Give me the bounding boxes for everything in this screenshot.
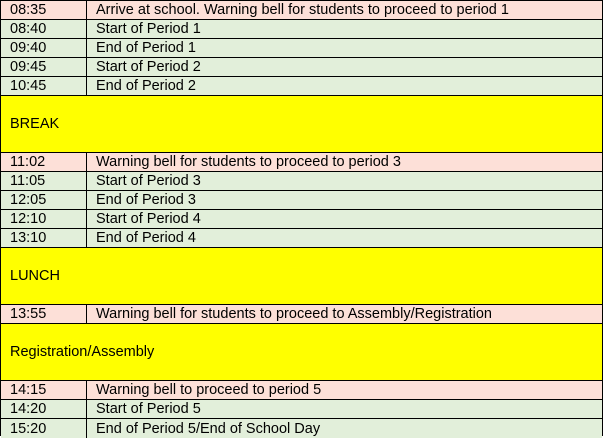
time-cell: 11:05 bbox=[1, 172, 87, 190]
time-cell: 08:35 bbox=[1, 1, 87, 19]
time-cell: 08:40 bbox=[1, 20, 87, 38]
event-cell: Arrive at school. Warning bell for students to proceed to period 1 bbox=[96, 2, 509, 18]
schedule-row bbox=[1, 172, 602, 191]
section-label: BREAK bbox=[10, 116, 60, 132]
registration-section-row bbox=[1, 324, 602, 381]
schedule-row bbox=[1, 77, 602, 96]
event-cell: Start of Period 2 bbox=[96, 59, 201, 75]
time-cell: 12:10 bbox=[1, 210, 87, 228]
time-cell: 09:45 bbox=[1, 58, 87, 76]
schedule-row bbox=[1, 1, 602, 20]
schedule-row bbox=[1, 400, 602, 419]
schedule-row bbox=[1, 20, 602, 39]
schedule-row bbox=[1, 419, 602, 438]
time-cell: 13:55 bbox=[1, 305, 87, 323]
time-cell: 14:15 bbox=[1, 381, 87, 399]
time-cell: 12:05 bbox=[1, 191, 87, 209]
event-cell: Start of Period 1 bbox=[96, 21, 201, 37]
event-cell: End of Period 3 bbox=[96, 192, 196, 208]
schedule-row bbox=[1, 381, 602, 400]
event-cell: Start of Period 5 bbox=[96, 401, 201, 417]
event-cell: End of Period 5/End of School Day bbox=[96, 420, 321, 437]
schedule-row bbox=[1, 39, 602, 58]
break-section-row bbox=[1, 96, 602, 153]
time-cell: 09:40 bbox=[1, 39, 87, 57]
event-cell: End of Period 2 bbox=[96, 78, 196, 94]
event-cell: End of Period 4 bbox=[96, 230, 196, 246]
event-cell: Start of Period 4 bbox=[96, 211, 201, 227]
event-cell: Warning bell for students to proceed to Assembly/Registration bbox=[96, 306, 492, 322]
lunch-section-row bbox=[1, 248, 602, 305]
time-cell: 13:10 bbox=[1, 229, 87, 247]
event-cell: End of Period 1 bbox=[96, 40, 196, 56]
section-label: LUNCH bbox=[10, 268, 60, 284]
schedule-row bbox=[1, 229, 602, 248]
time-cell: 11:02 bbox=[1, 153, 87, 171]
section-label: Registration/Assembly bbox=[10, 344, 155, 360]
time-cell: 15:20 bbox=[1, 419, 87, 438]
time-cell: 14:20 bbox=[1, 400, 87, 418]
event-cell: Warning bell for students to proceed to period 3 bbox=[96, 154, 401, 170]
schedule-row bbox=[1, 58, 602, 77]
event-cell: Warning bell to proceed to period 5 bbox=[96, 382, 322, 398]
event-cell: Start of Period 3 bbox=[96, 173, 201, 189]
schedule-row bbox=[1, 210, 602, 229]
schedule-row bbox=[1, 191, 602, 210]
schedule-row bbox=[1, 153, 602, 172]
schedule-row bbox=[1, 305, 602, 324]
time-cell: 10:45 bbox=[1, 77, 87, 95]
